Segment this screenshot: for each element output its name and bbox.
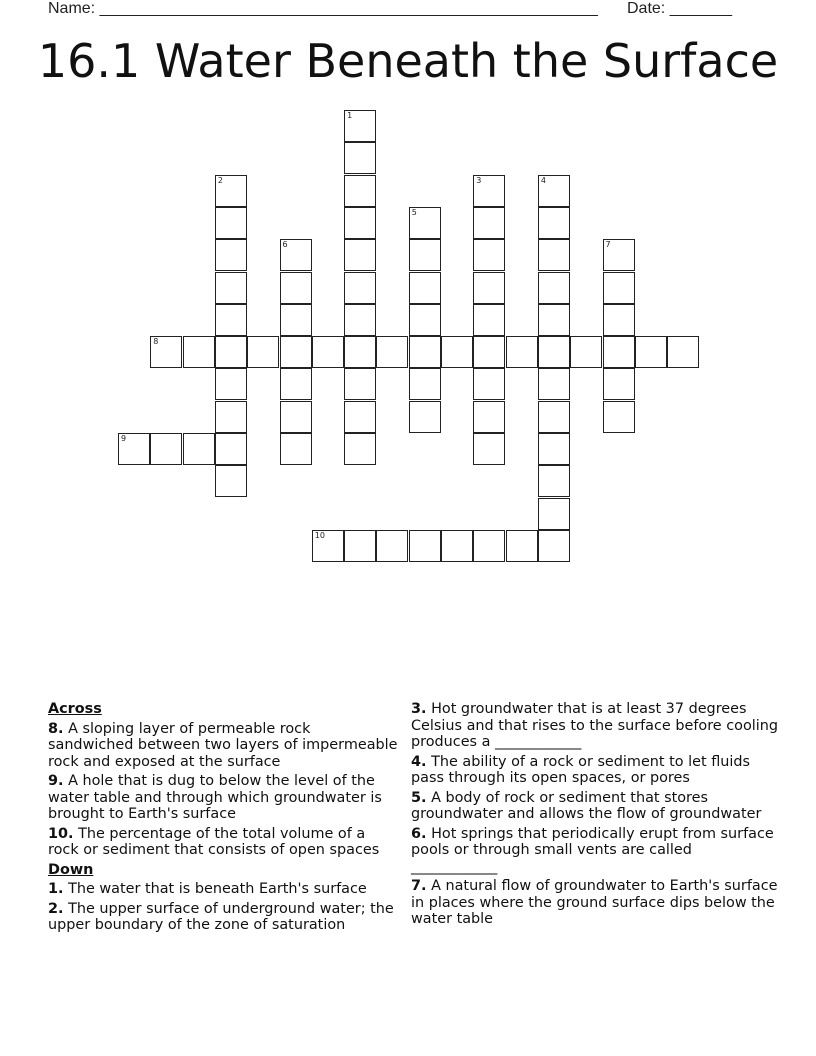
clue-across-8 [48, 721, 400, 771]
crossword-cell[interactable] [344, 272, 376, 304]
clue-text: A sloping layer of permeable rock sandwiched between two layers of impermeable rock and exposed at the surface [48, 720, 398, 770]
crossword-cell[interactable] [312, 530, 344, 562]
clue-number-label: 7 [605, 240, 611, 250]
clue-number-label: 10 [314, 530, 325, 540]
clue-number-label: 1 [347, 111, 353, 120]
crossword-cell[interactable] [150, 336, 182, 368]
crossword-cell[interactable] [409, 368, 441, 400]
clue-number: 2. [48, 900, 64, 917]
crossword-cell[interactable] [538, 304, 570, 336]
crossword-cell[interactable] [344, 336, 376, 368]
crossword-cell[interactable] [603, 368, 635, 400]
clue-number-label: 5 [411, 207, 417, 217]
crossword-cell[interactable] [344, 175, 376, 207]
crossword-cell[interactable] [538, 498, 570, 530]
crossword-cell[interactable] [473, 304, 505, 336]
crossword-cell[interactable] [215, 433, 247, 465]
clue-number-label: 8 [153, 337, 159, 347]
crossword-cell[interactable] [473, 368, 505, 400]
crossword-cell[interactable] [344, 368, 376, 400]
clue-down-5 [411, 790, 781, 823]
clue-number: 5. [411, 789, 427, 806]
crossword-cell[interactable] [538, 272, 570, 304]
crossword-cell[interactable] [473, 175, 505, 207]
crossword-cell[interactable] [312, 336, 344, 368]
crossword-cell[interactable] [538, 433, 570, 465]
crossword-cell[interactable] [344, 401, 376, 433]
crossword-cell[interactable] [538, 207, 570, 239]
crossword-cell[interactable] [538, 175, 570, 207]
crossword-cell[interactable] [603, 336, 635, 368]
crossword-cell[interactable] [603, 304, 635, 336]
crossword-cell[interactable] [506, 530, 538, 562]
clue-number-label: 9 [121, 434, 127, 443]
crossword-cell[interactable] [376, 336, 408, 368]
clue-text: Hot springs that periodically erupt from surface pools or through small vents are called ____________ [411, 825, 774, 875]
crossword-cell[interactable] [538, 530, 570, 562]
name-field-label: Name: ________________________________________________________ [48, 0, 598, 17]
crossword-cell[interactable] [215, 401, 247, 433]
clue-text: A natural flow of groundwater to Earth's surface in places where the ground surface dips below the water table [411, 878, 778, 927]
clue-number-label: 6 [282, 240, 288, 250]
crossword-cell[interactable] [409, 304, 441, 336]
crossword-cell[interactable] [473, 239, 505, 271]
clues-left-column [48, 701, 400, 937]
crossword-cell[interactable] [215, 175, 247, 207]
crossword-cell[interactable] [409, 401, 441, 433]
clue-number: 3. [411, 701, 427, 717]
clue-across-10 [48, 826, 400, 859]
clue-down-1 [48, 881, 400, 898]
crossword-cell[interactable] [183, 336, 215, 368]
down-heading: Down [48, 861, 94, 878]
clue-number: 6. [411, 825, 427, 842]
crossword-cell[interactable] [215, 304, 247, 336]
crossword-cell[interactable] [409, 239, 441, 271]
crossword-cell[interactable] [215, 465, 247, 497]
crossword-cell[interactable] [280, 433, 312, 465]
crossword-cell[interactable] [118, 433, 150, 465]
crossword-cell[interactable] [603, 401, 635, 433]
crossword-cell[interactable] [409, 207, 441, 239]
crossword-cell[interactable] [441, 336, 473, 368]
crossword-cell[interactable] [473, 530, 505, 562]
crossword-cell[interactable] [409, 336, 441, 368]
crossword-cell[interactable] [344, 304, 376, 336]
crossword-cell[interactable] [150, 433, 182, 465]
crossword-cell[interactable] [635, 336, 667, 368]
crossword-cell[interactable] [344, 142, 376, 174]
crossword-cell[interactable] [344, 110, 376, 142]
clue-number: 7. [411, 878, 427, 894]
clue-number-label: 3 [476, 175, 482, 185]
crossword-cell[interactable] [344, 530, 376, 562]
crossword-cell[interactable] [215, 207, 247, 239]
clue-down-3 [411, 701, 781, 751]
clue-number-label: 4 [540, 175, 546, 185]
crossword-cell[interactable] [538, 239, 570, 271]
crossword-cell[interactable] [280, 272, 312, 304]
crossword-cell[interactable] [215, 368, 247, 400]
clue-text: The percentage of the total volume of a rock or sediment that consists of open spaces [48, 825, 380, 858]
clue-text: The water that is beneath Earth's surface [68, 881, 367, 897]
clue-number: 4. [411, 753, 427, 770]
crossword-cell[interactable] [344, 239, 376, 271]
crossword-cell[interactable] [506, 336, 538, 368]
crossword-cell[interactable] [473, 401, 505, 433]
crossword-cell[interactable] [280, 304, 312, 336]
crossword-cell[interactable] [603, 239, 635, 271]
crossword-cell[interactable] [538, 401, 570, 433]
crossword-cell[interactable] [409, 530, 441, 562]
clue-number: 10. [48, 825, 74, 842]
crossword-cell[interactable] [215, 239, 247, 271]
crossword-cell[interactable] [538, 336, 570, 368]
crossword-cell[interactable] [441, 530, 473, 562]
clue-text: A body of rock or sediment that stores groundwater and allows the flow of groundwater [411, 789, 762, 822]
clues-right-column [411, 701, 781, 931]
crossword-cell[interactable] [280, 336, 312, 368]
crossword-cell[interactable] [667, 336, 699, 368]
clue-text: Hot groundwater that is at least 37 degrees Celsius and that rises to the surface before cooling produces a ____________ [411, 701, 779, 750]
crossword-cell[interactable] [473, 272, 505, 304]
clue-number: 1. [48, 881, 64, 897]
clue-down-6 [411, 826, 781, 876]
date-field-label: Date: _______ [627, 0, 732, 17]
clue-text: A hole that is dug to below the level of the water table and through which groundwater is brought to Earth's surface [48, 773, 382, 822]
clue-number: 9. [48, 773, 64, 789]
crossword-cell[interactable] [344, 207, 376, 239]
crossword-cell[interactable] [473, 433, 505, 465]
crossword-cell[interactable] [473, 207, 505, 239]
clue-across-9 [48, 773, 400, 823]
across-heading: Across [48, 701, 102, 717]
crossword-cell[interactable] [603, 272, 635, 304]
crossword-cell[interactable] [538, 368, 570, 400]
crossword-cell[interactable] [280, 239, 312, 271]
crossword-cell[interactable] [473, 336, 505, 368]
page-title: 16.1 Water Beneath the Surface [37, 34, 779, 88]
clue-number: 8. [48, 720, 64, 737]
crossword-cell[interactable] [570, 336, 602, 368]
crossword-cell[interactable] [538, 465, 570, 497]
crossword-cell[interactable] [376, 530, 408, 562]
clue-text: The ability of a rock or sediment to let fluids pass through its open spaces, or pores [411, 753, 751, 786]
crossword-cell[interactable] [215, 336, 247, 368]
crossword-cell[interactable] [280, 368, 312, 400]
clue-down-7 [411, 878, 781, 928]
crossword-cell[interactable] [280, 401, 312, 433]
clue-down-2 [48, 901, 400, 934]
crossword-cell[interactable] [344, 433, 376, 465]
crossword-cell[interactable] [215, 272, 247, 304]
clue-number-label: 2 [217, 175, 223, 185]
crossword-cell[interactable] [409, 272, 441, 304]
clue-down-4 [411, 754, 781, 787]
crossword-cell[interactable] [247, 336, 279, 368]
crossword-cell[interactable] [183, 433, 215, 465]
clue-text: The upper surface of underground water; the upper boundary of the zone of saturation [48, 900, 394, 933]
